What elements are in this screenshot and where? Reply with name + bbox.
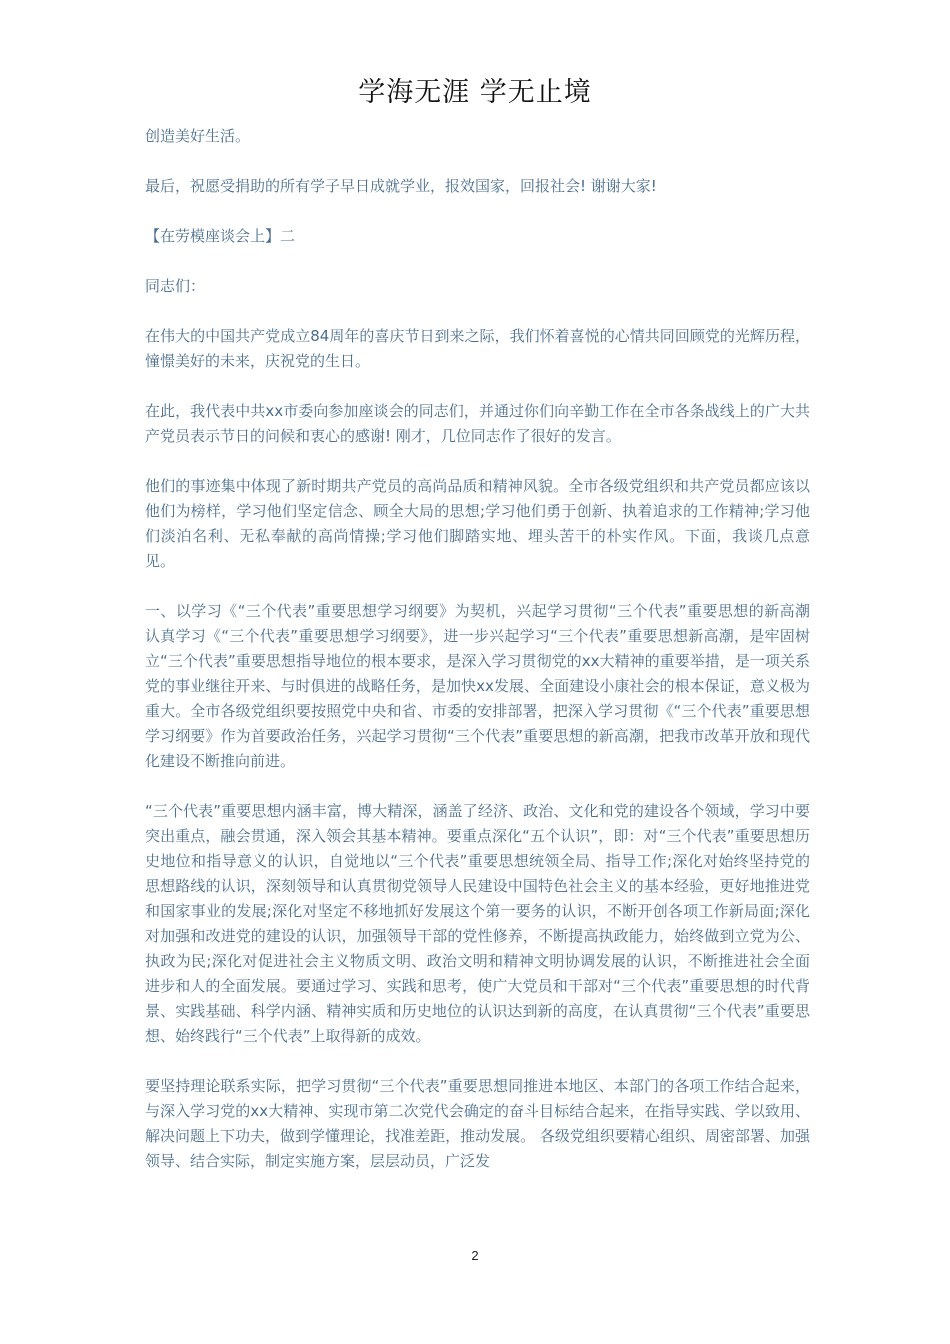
paragraph-point-one: 一、以学习《“三个代表”重要思想学习纲要》为契机，兴起学习贯彻“三个代表”重要思想的新高潮 认真学习《“三个代表”重要思想学习纲要》，进一步兴起学习“三个代表”重要思想新高潮，是牢固树立“三个代表”重要思想指导地位的根本要求，是深入学习贯彻党的xx大精神的重要举措，是一项关系党的事业继往开来、与时俱进的战略任务，是加快xx发展、全面建设小康社会的根本保证，意义极为重大。全市各级党组织要按照党中央和省、市委的安排部署，把深入学习贯彻《“三个代表”重要思想学习纲要》作为首要政治任务，兴起学习贯彻“三个代表”重要思想的新高潮，把我市改革开放和现代化建设不断推向前进。: [145, 602, 810, 770]
document-body: [145, 124, 810, 1174]
paragraph-five-understandings: “三个代表”重要思想内涵丰富，博大精深，涵盖了经济、政治、文化和党的建设各个领域，学习中要突出重点，融会贯通，深入领会其基本精神。要重点深化“五个认识”，即：对“三个代表”重要思想历史地位和指导意义的认识，自觉地以“三个代表”重要思想统领全局、指导工作;深化对始终坚持党的思想路线的认识，深刻领导和认真贯彻党领导人民建设中国特色社会主义的基本经验，更好地推进党和国家事业的发展;深化对坚定不移地抓好发展这个第一要务的认识，不断开创各项工作新局面;深化对加强和改进党的建设的认识，加强领导干部的党性修养，不断提高执政能力，始终做到立党为公、执政为民;深化对促进社会主义物质文明、政治文明和精神文明协调发展的认识，不断推进社会全面进步和人的全面发展。要通过学习、实践和思考，使广大党员和干部对“三个代表”重要思想的时代背景、实践基础、科学内涵、精神实质和历史地位的认识达到新的高度，在认真贯彻“三个代表”重要思想、始终践行“三个代表”上取得新的成效。: [145, 802, 810, 1045]
page-number: 2: [471, 1248, 479, 1263]
paragraph-greeting: 在此，我代表中共xx市委向参加座谈会的同志们，并通过你们向辛勤工作在全市各条战线上的广大共产党员表示节日的问候和衷心的感谢! 刚才，几位同志作了很好的发言。: [145, 402, 810, 445]
paragraph-intro: 在伟大的中国共产党成立84周年的喜庆节日到来之际，我们怀着喜悦的心情共同回顾党的光辉历程，憧憬美好的未来，庆祝党的生日。: [145, 327, 810, 370]
section-heading: 【在劳模座谈会上】二: [145, 227, 296, 245]
paragraph-closing-line: 创造美好生活。: [145, 127, 251, 145]
paragraph-role-models: 他们的事迹集中体现了新时期共产党员的高尚品质和精神风貌。全市各级党组织和共产党员都应该以他们为榜样，学习他们坚定信念、顾全大局的思想;学习他们勇于创新、执着追求的工作精神;学习他们淡泊名利、无私奉献的高尚情操;学习他们脚踏实地、埋头苦干的朴实作风。下面，我谈几点意见。: [145, 477, 810, 570]
paragraph-final-wishes: 最后，祝愿受捐助的所有学子早日成就学业，报效国家，回报社会! 谢谢大家!: [145, 177, 657, 195]
page-header-title: 学海无涯 学无止境: [358, 77, 592, 108]
salutation: 同志们：: [145, 277, 206, 295]
paragraph-theory-practice: 要坚持理论联系实际，把学习贯彻“三个代表”重要思想同推进本地区、本部门的各项工作结合起来，与深入学习党的xx大精神、实现市第二次党代会确定的奋斗目标结合起来，在指导实践、学以致用、解决问题上下功夫，做到学懂理论，找准差距，推动发展。 各级党组织要精心组织、周密部署、加强领导、结合实际，制定实施方案，层层动员，广泛发: [145, 1077, 810, 1170]
